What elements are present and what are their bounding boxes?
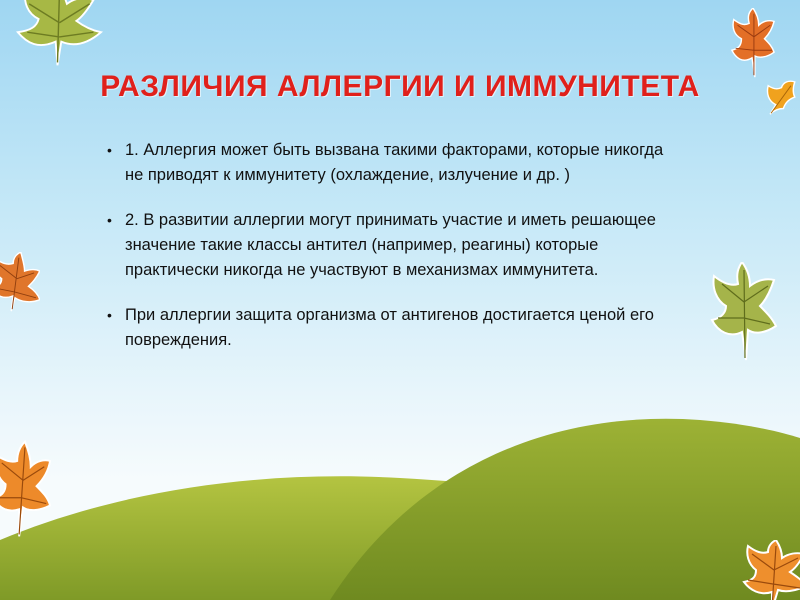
- maple-leaf-icon: [708, 262, 778, 362]
- maple-leaf-icon: [0, 252, 40, 314]
- bullet-marker: •: [107, 212, 112, 228]
- maple-leaf-icon: [10, 0, 105, 70]
- maple-leaf-icon: [738, 540, 800, 600]
- slide-title: РАЗЛИЧИЯ АЛЛЕРГИИ И ИММУНИТЕТА: [100, 70, 700, 103]
- maple-leaf-icon: [0, 440, 52, 540]
- list-item: [105, 138, 685, 188]
- bullet-text: 2. В развитии аллергии могут принимать участие и иметь решающее значение такие классы антител (например, реагины) которые практически никогда не участвуют в механизмах иммунитета.: [125, 211, 656, 279]
- bullet-marker: •: [107, 142, 112, 158]
- bullet-marker: •: [107, 307, 112, 323]
- bullet-text: 1. Аллергия может быть вызвана такими факторами, которые никогда не приводят к иммунитету (охлаждение, излучение и др. ): [125, 141, 664, 184]
- bullet-list: [105, 138, 685, 373]
- bullet-text: При аллергии защита организма от антигенов достигается ценой его повреждения.: [125, 306, 654, 349]
- list-item: [105, 208, 685, 283]
- list-item: [105, 303, 685, 353]
